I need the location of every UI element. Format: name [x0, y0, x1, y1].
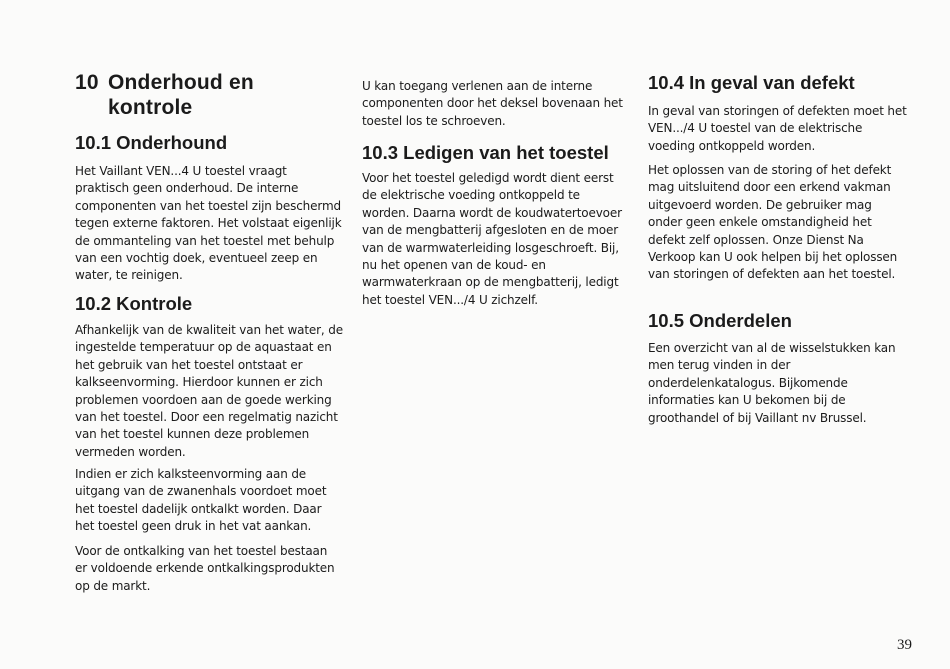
section-10-3-heading: 10.3 Ledigen van het toestel [362, 142, 609, 163]
section-10-2-body1: Afhankelijk van de kwaliteit van het water, de ingestelde temperatuur op de aquastaat en het gebruik van het toestel ontstaat er kalkseenvorming. Hierdoor kunnen er zich problemen voordoen aan de goede werking van het toestel. Door een regelmatig nazicht van het toestel kunnen deze problemen vermeden worden. [75, 323, 343, 459]
section-10-2-body2: Indien er zich kalksteenvorming aan de uitgang van de zwanenhals voordoet moet het toestel dadelijk ontkalkt worden. Daar het toestel geen druk in het vat aankan. [75, 467, 327, 534]
col2-intro: U kan toegang verlenen aan de interne componenten door het deksel bovenaan het toestel los te schroeven. [362, 79, 623, 128]
page-number: 39 [897, 637, 912, 653]
section-10-1-heading: 10.1 Onderhound [75, 132, 228, 153]
section-10-4-body2: Het oplossen van de storing of het defekt mag uitsluitend door een erkend vakman uitgevoerd worden. De gebruiker mag onder geen enkele omstandigheid het defekt zelf oplossen. Onze Dienst Na Verkoop kan U ook helpen bij het oplossen van storingen of defekten aan het toestel. [648, 163, 898, 282]
section-10-2-heading: 10.2 Kontrole [75, 293, 193, 314]
chapter-title-line2: kontrole [108, 96, 193, 119]
section-10-3-body: Voor het toestel geledigd wordt dient eerst de elektrische voeding ontkoppeld te worden. Daarna wordt de koudwatertoevoer van de mengbatterij afgesloten en de moer van de warmwaterleiding losgeschroeft. Bij, nu het openen van de koud- en warmwaterkraan op de mengbatterij, ledigt het toestel VEN.../4 U zichzelf. [362, 171, 622, 307]
chapter-title [75, 70, 345, 120]
section-10-5-heading: 10.5 Onderdelen [648, 310, 792, 331]
section-10-5-body: Een overzicht van al de wisselstukken kan men terug vinden in der onderdelenkatalogus. Bijkomende informaties kan U bekomen bij de groothandel of bij Vaillant nv Brussel. [648, 341, 896, 425]
chapter-number: 10 [75, 71, 99, 94]
section-10-4-body1: In geval van storingen of defekten moet het VEN.../4 U toestel van de elektrische voeding ontkoppeld worden. [648, 104, 907, 153]
chapter-title-line1: Onderhoud en [108, 71, 254, 94]
section-10-2-body3: Voor de ontkalking van het toestel bestaan er voldoende erkende ontkalkingsprodukten op de markt. [75, 544, 335, 593]
section-10-4-heading: 10.4 In geval van defekt [648, 72, 855, 93]
section-10-1-body: Het Vaillant VEN...4 U toestel vraagt praktisch geen onderhoud. De interne componenten van het toestel zijn beschermd tegen externe faktoren. Het volstaat eigenlijk de ommanteling van het toestel met behulp van een vochtig doek, eventueel zeep en water, te reinigen. [75, 164, 342, 283]
